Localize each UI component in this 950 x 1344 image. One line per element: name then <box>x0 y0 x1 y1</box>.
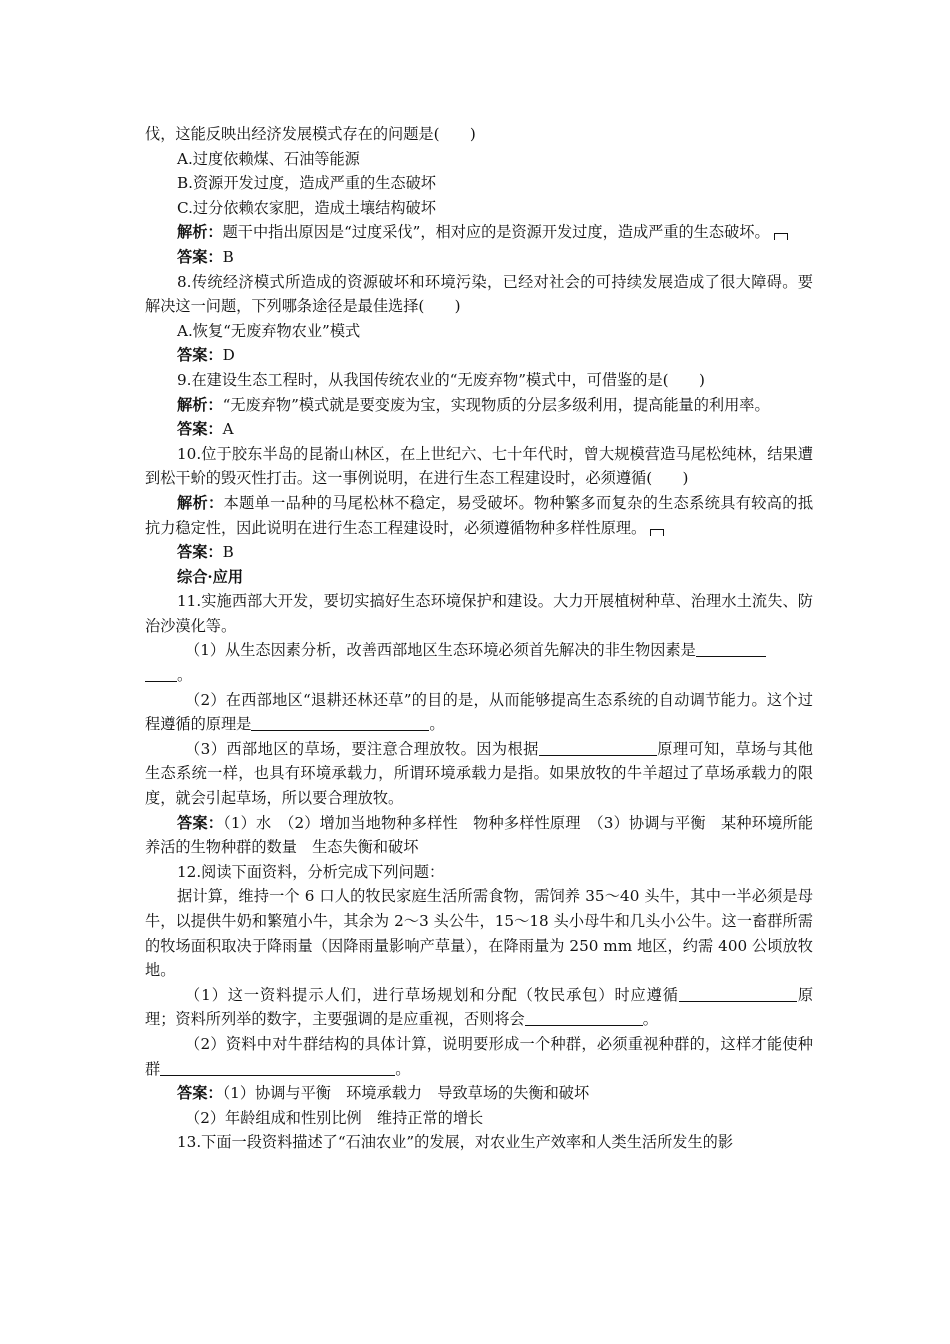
question-11-part-2 <box>145 688 813 737</box>
analysis-text: 本题单一品种的马尾松林不稳定，易受破坏。物种繁多而复杂的生态系统具有较高的抵抗力稳定性，因此说明在进行生态工程建设时，必须遵循物种多样性原理。 <box>145 493 814 537</box>
document-page <box>145 122 813 1155</box>
analysis-label: 解析： <box>177 223 223 242</box>
answer-label: 答案： <box>177 543 223 562</box>
question-11: 11.实施西部大开发，要切实搞好生态环境保护和建设。大力开展植树种草、治理水土流失、防治沙漠化等。 <box>145 592 813 635</box>
part-text: （3）西部地区的草场，要注意合理放牧。因为根据 <box>185 739 539 758</box>
question-8-option-a: A.恢复“无废弃物农业”模式 <box>177 321 361 340</box>
analysis-label: 解析： <box>177 493 224 512</box>
part-text: 原理；资料所列举的数字，主要强调的是应重视，否则将会 <box>145 985 814 1029</box>
answer-text: （1）协调与平衡 环境承载力 导致草场的失衡和破坏 <box>222 1084 590 1103</box>
question-11-part-1 <box>145 638 813 687</box>
answer-11 <box>145 811 813 860</box>
part-text: 原理可知，草场与其他生态系统一样，也具有环境承载力，所谓环境承载力是指。如果放牧的牛羊超过了草场承载力的限度，就会引起草场，所以要合理放牧。 <box>145 739 813 808</box>
answer-text: A <box>222 420 234 439</box>
fill-blank <box>679 986 797 1002</box>
answer-text: （1）水 （2）增加当地物种多样性 物种多样性原理 （3）协调与平衡 某种环境所能养活的生物种群的数量 生态失衡和破坏 <box>145 813 813 857</box>
answer-label: 答案： <box>177 813 224 832</box>
answer-text: B <box>222 247 234 266</box>
answer-text: D <box>222 346 235 365</box>
analysis-10 <box>145 491 813 540</box>
analysis-text: “无废弃物”模式就是要变废为宝，实现物质的分层多级利用，提高能量的利用率。 <box>222 395 770 414</box>
fill-blank <box>251 715 429 731</box>
part-text: 。 <box>429 715 445 734</box>
edit-mark-icon <box>774 233 788 240</box>
edit-mark-icon <box>650 529 664 536</box>
part-text: 。 <box>642 1010 658 1029</box>
question-10: 10.位于胶东半岛的昆嵛山林区，在上世纪六、七十年代时，曾大规模营造马尾松纯林，结果遭到松干蚧的毁灭性打击。这一事例说明，在进行生态工程建设时，必须遵循( ) <box>145 444 813 488</box>
question-8: 8.传统经济模式所造成的资源破坏和环境污染，已经对社会的可持续发展造成了很大障碍。要解决这一问题，下列哪条途径是最佳选择( ) <box>145 272 813 316</box>
section-heading: 综合·应用 <box>177 567 244 586</box>
answer-label: 答案： <box>177 420 223 439</box>
part-text: （1）从生态因素分析，改善西部地区生态环境必须首先解决的非生物因素是 <box>185 641 696 660</box>
fill-blank <box>160 1060 395 1076</box>
part-text: （2）在西部地区“退耕还林还草”的目的是，从而能够提高生态系统的自动调节能力。这个过程遵循的原理是 <box>145 690 813 734</box>
question-9: 9.在建设生态工程时，从我国传统农业的“无废弃物”模式中，可借鉴的是( ) <box>177 370 705 389</box>
question-11-part-3 <box>145 737 813 811</box>
answer-12-part-2: （2）年龄组成和性别比例 维持正常的增长 <box>185 1108 484 1127</box>
fill-blank <box>539 740 657 756</box>
answer-label: 答案： <box>177 1084 223 1103</box>
answer-9 <box>145 417 813 442</box>
question-12-part-1 <box>145 983 813 1032</box>
analysis-7 <box>145 220 813 245</box>
answer-8 <box>145 343 813 368</box>
option-c: C.过分依赖农家肥，造成土壤结构破坏 <box>177 198 436 217</box>
fill-blank <box>696 641 766 657</box>
question-7-stem-tail: 伐，这能反映出经济发展模式存在的问题是( ) <box>145 125 476 143</box>
part-text: 。 <box>395 1059 411 1078</box>
answer-text: B <box>222 543 234 562</box>
option-b: B.资源开发过度，造成严重的生态破坏 <box>177 174 436 193</box>
fill-blank <box>145 666 177 682</box>
analysis-label: 解析： <box>177 395 223 414</box>
answer-12 <box>145 1081 813 1106</box>
analysis-text: 题干中指出原因是“过度采伐”，相对应的是资源开发过度，造成严重的生态破坏。 <box>222 223 770 242</box>
answer-10 <box>145 540 813 565</box>
question-12: 12.阅读下面资料，分析完成下列问题： <box>177 862 445 881</box>
part-text: （1）这一资料提示人们，进行草场规划和分配（牧民承包）时应遵循 <box>185 985 679 1004</box>
option-a: A.过度依赖煤、石油等能源 <box>177 149 360 168</box>
fill-blank <box>525 1010 643 1026</box>
part-text: 。 <box>177 666 193 685</box>
part-text: （2）资料中对牛群结构的具体计算，说明要形成一个种群，必须重视种群的，这样才能使种群 <box>145 1034 813 1078</box>
question-12-part-2 <box>145 1032 813 1081</box>
answer-7 <box>145 245 813 270</box>
question-13: 13.下面一段资料描述了“石油农业”的发展，对农业生产效率和人类生活所发生的影 <box>177 1133 734 1152</box>
analysis-9 <box>145 393 813 418</box>
question-12-material: 据计算，维持一个 6 口人的牧民家庭生活所需食物，需饲养 35～40 头牛，其中一半必须是母牛，以提供牛奶和繁殖小牛，其余为 2～3 头公牛，15～18 头小母牛和几头小公牛。这一畜群所需的牧场面积取决于降雨量（因降雨量影响产草量），在降雨量为 250 mm 地区，约需 400 公顷放牧地。 <box>145 887 813 980</box>
answer-label: 答案： <box>177 346 223 365</box>
answer-label: 答案： <box>177 247 223 266</box>
